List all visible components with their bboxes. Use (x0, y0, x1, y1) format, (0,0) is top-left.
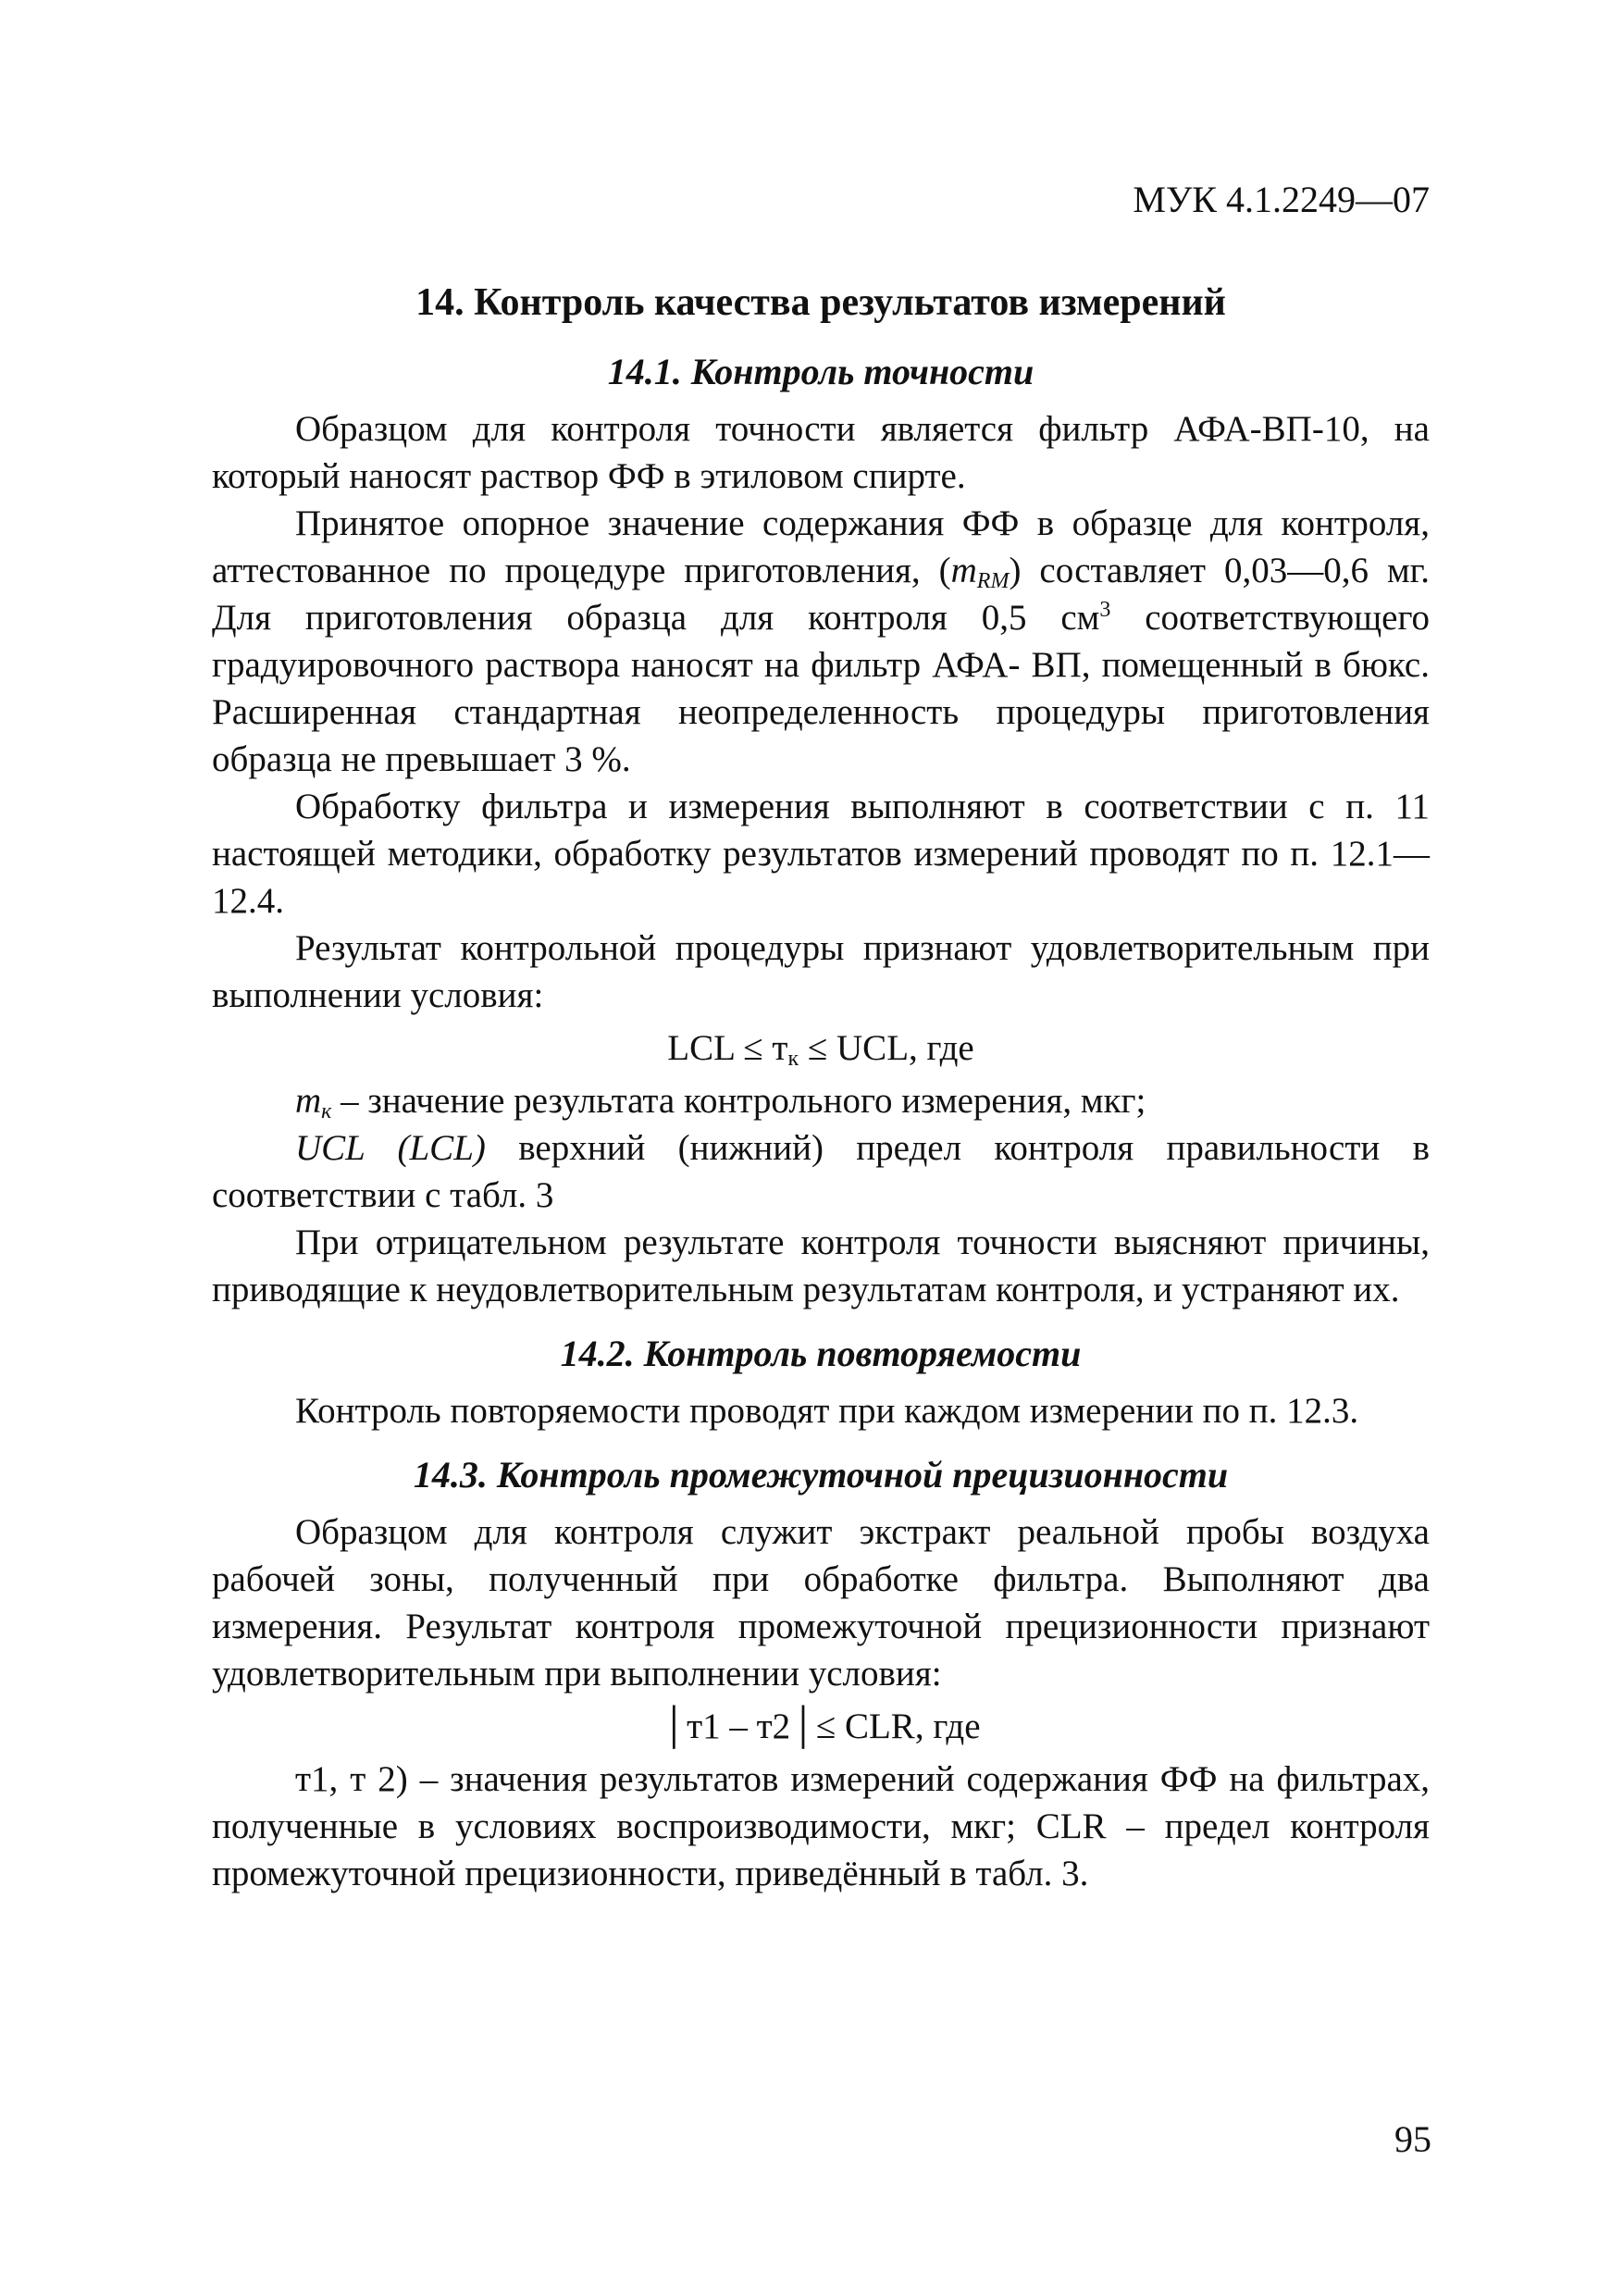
paragraph (212, 1124, 1430, 1219)
formula-text: LCL ≤ т (667, 1028, 788, 1068)
paragraph: Результат контрольной процедуры признают удовлетворительным при выполнении условия: (212, 928, 1430, 1015)
symbol: m (950, 551, 977, 590)
subsection-title-precision: 14.3. Контроль промежуточной прецизионности (413, 1454, 1229, 1496)
paragraph (212, 1077, 1430, 1124)
text: верхний (нижний) предел контроля правильности в соответствии с табл. 3 (212, 1128, 1431, 1215)
text: ) составляет 0,03—0,6 мг. Для приготовления образца для контроля 0,5 см (212, 551, 1430, 638)
subscript: к (321, 1099, 332, 1123)
paragraph: При отрицательном результате контроля точности выясняют причины, приводящие к неудовлетворительным результатам контроля, и устраняют их. (212, 1222, 1430, 1309)
page-body (212, 176, 1430, 1897)
text: – значение результата контрольного измерения, мкг; (331, 1081, 1146, 1121)
section-title: 14. Контроль качества результатов измерений (415, 281, 1226, 324)
subscript: RM (976, 569, 1010, 593)
text: Принятое опорное значение содержания ФФ в образце для контроля, аттестованное по процедуре приготовления, ( (212, 503, 1430, 590)
formula-precision: │т1 – т2│≤ CLR, где (661, 1706, 981, 1746)
formula-accuracy (212, 1024, 1430, 1072)
limit-reference: UCL (LCL) (295, 1128, 486, 1168)
subscript: к (787, 1047, 799, 1071)
paragraph: Образцом для контроля служит экстракт реальной пробы воздуха рабочей зоны, полученный при обработке фильтра. Выполняют два измерения. Результат контроля промежуточной прецизионности признают удовлетворительным при выполнении условия: (212, 1512, 1430, 1694)
paragraph: Обработку фильтра и измерения выполняют в соответствии с п. 11 настоящей методики, обработку результатов измерений проводят по п. 12.1—12.4. (212, 787, 1430, 921)
text: соответствующего градуировочного раствора наносят на фильтр АФА- ВП, помещенный в бюкс. Расширенная стандартная неопределенность процедуры приготовления образца не превышает 3 %. (212, 598, 1431, 779)
formula-text: ≤ UCL, где (799, 1028, 974, 1068)
paragraph: Образцом для контроля точности является фильтр АФА-ВП-10, на который наносят раствор ФФ в этиловом спирте. (212, 409, 1430, 496)
paragraph (212, 500, 1430, 783)
superscript: 3 (1099, 598, 1111, 622)
subsection-title-repeatability: 14.2. Контроль повторяемости (560, 1333, 1082, 1374)
paragraph: т1, т 2) – значения результатов измерений содержания ФФ на фильтрах, полученные в условиях воспроизводимости, мкг; CLR – предел контроля промежуточной прецизионности, приведённый в табл. 3. (212, 1759, 1430, 1893)
page-number: 95 (1394, 2118, 1431, 2160)
subsection-title-accuracy: 14.1. Контроль точности (607, 351, 1035, 392)
document-code: МУК 4.1.2249—07 (1133, 179, 1430, 220)
symbol: m (295, 1081, 322, 1121)
paragraph: Контроль повторяемости проводят при каждом измерении по п. 12.3. (295, 1391, 1359, 1431)
